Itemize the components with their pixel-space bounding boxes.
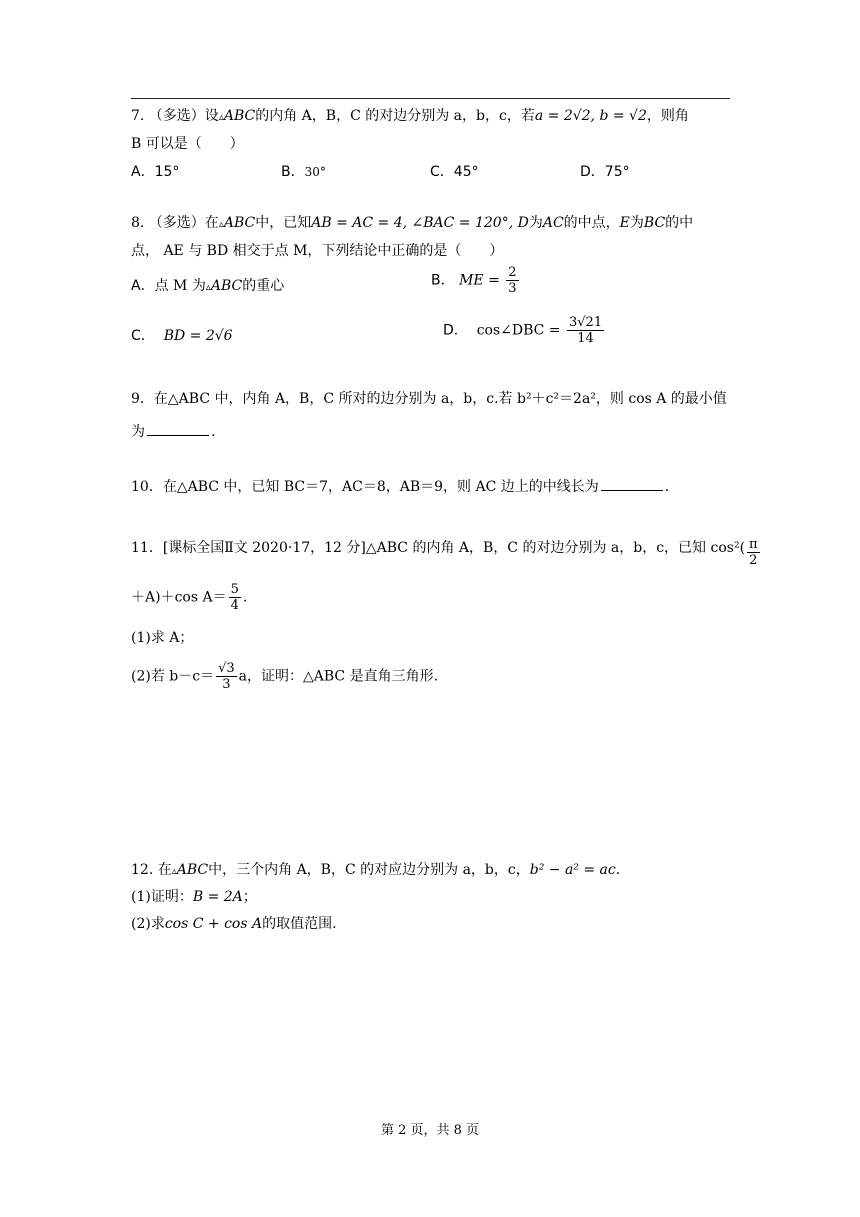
q8-line1: 8. （多选）在▵ABC中，已知AB = AC = 4, ∠BAC = 120°, D为AC的中点，E为BC的中	[131, 215, 694, 231]
fraction: $\frac{√3}{3}$	[218, 661, 235, 692]
triangle-icon: ▵	[218, 219, 224, 230]
triangle-icon: ▵	[205, 282, 211, 293]
q7-equation: a = 2√2, b = √2	[534, 108, 647, 124]
q11-part2: (2)若 b－c＝ $\frac{√3}{3}$ a，证明：△ABC 是直角三角形.	[131, 661, 439, 692]
q8-option-a[interactable]: A．点 M 为▵ABC的重心	[131, 278, 285, 294]
q11-line1: 11．[课标全国Ⅱ文 2020·17，12 分]△ABC 的内角 A，B，C 的对边分别为 a，b，c，已知 cos²( $\frac{\pi}{2}$	[131, 537, 758, 568]
triangle-icon: ▵	[171, 866, 177, 877]
q7-option-d[interactable]: D．75°	[580, 164, 630, 180]
fraction: $\frac{5}{4}$	[230, 582, 239, 613]
q12-line1: 12. 在▵ABC中，三个内角 A，B，C 的对应边分别为 a，b，c，b² − a² = ac.	[131, 862, 621, 878]
q8-equation: AB = AC = 4, ∠BAC = 120°, D	[311, 215, 529, 231]
q12-part1: (1)证明：B = 2A；	[131, 889, 257, 905]
q11-part1: (1)求 A；	[131, 630, 194, 646]
q8-option-d[interactable]: D． cos∠DBC = $\frac{3√21}{14}$	[443, 315, 603, 346]
q8-line2: 点， AE 与 BD 相交于点 M，下列结论中正确的是（ ）	[131, 243, 504, 259]
header-rule	[131, 98, 730, 99]
q11-line2: ＋A)＋cos A＝ $\frac{5}{4}$ .	[131, 582, 248, 613]
q12-equation: b² − a² = ac	[529, 862, 616, 878]
q9-line2: 为 .	[131, 421, 215, 442]
q7-option-a[interactable]: A．15°	[131, 164, 180, 180]
q9-line1: 9．在△ABC 中，内角 A，B，C 所对的边分别为 a，b，c.若 b²＋c²＝2a²，则 cos A 的最小值	[131, 391, 727, 407]
q7-triangle-name: ABC	[223, 108, 256, 124]
q7-text: 7. （多选）设	[131, 108, 219, 124]
triangle-icon: ▵	[218, 112, 224, 123]
q10-line: 10．在△ABC 中，已知 BC＝7，AC＝8，AB＝9，则 AC 边上的中线长为 .	[131, 476, 669, 497]
fraction: $\frac{\pi}{2}$	[749, 537, 758, 568]
q12-part2: (2)求cos C + cos A的取值范围.	[131, 916, 337, 932]
q7-line2: B 可以是（ ）	[131, 136, 244, 152]
q7-text-3: ，则角	[646, 108, 689, 124]
page-footer: 第 2 页，共 8 页	[380, 1123, 480, 1138]
q7-option-b[interactable]: B．30°	[281, 164, 326, 180]
q7-option-c[interactable]: C．45°	[430, 164, 479, 180]
q7-text-2: 的内角 A，B，C 的对边分别为 a，b，c，若	[255, 108, 535, 124]
q8-option-c[interactable]: C． BD = 2√6	[131, 328, 233, 344]
answer-blank[interactable]	[147, 421, 209, 436]
fraction: $\frac{3√21}{14}$	[569, 315, 603, 346]
answer-blank[interactable]	[601, 476, 663, 491]
q8-option-b[interactable]: B． ME = $\frac{2}{3}$	[431, 265, 517, 296]
q7-line1	[131, 106, 689, 128]
fraction: $\frac{2}{3}$	[508, 265, 517, 296]
